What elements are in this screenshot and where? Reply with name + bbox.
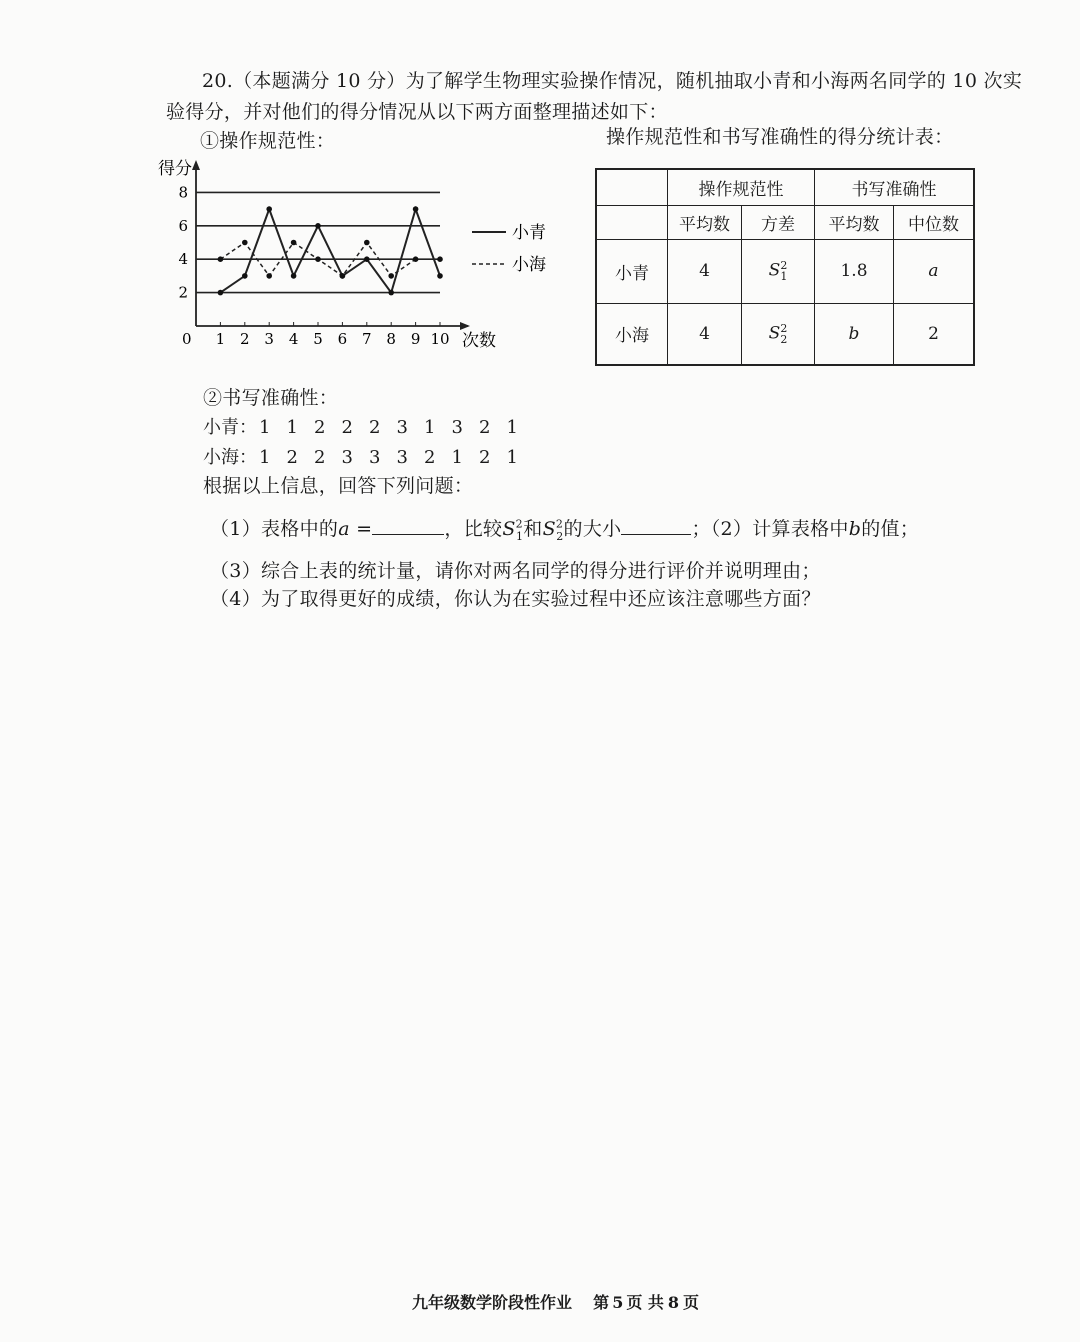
footer-page-total: 8 <box>667 1293 680 1312</box>
points-note: （本题满分 10 分） <box>233 70 406 92</box>
writing-score-7: 1 <box>424 417 436 438</box>
x-tick-label-8: 8 <box>386 330 396 348</box>
sub-question-3: （3）综合上表的统计量，请你对两名同学的得分进行评价并说明理由； <box>210 560 821 582</box>
series-point-xiaohai-1 <box>218 256 224 262</box>
y-axis-label: 得分 <box>158 159 192 179</box>
writing-row-xiaohai <box>203 443 534 469</box>
row-name-xiaohai: 小海 <box>596 303 668 365</box>
table-caption: 操作规范性和书写准确性的得分统计表： <box>606 126 954 148</box>
s1-symbol: S <box>502 518 516 540</box>
s1-sub: 1 <box>515 529 524 543</box>
intro-text-1: 为了解学生物理实验操作情况，随机抽取小青和小海两名同学的 10 次实 <box>405 70 1023 92</box>
footer-page-prefix: 第 <box>593 1293 610 1312</box>
sub-q2-var-b: b <box>848 518 862 540</box>
series-point-xiaohai-8 <box>388 273 394 279</box>
writing-score-9: 2 <box>479 447 491 468</box>
writing-score-5: 2 <box>369 417 381 438</box>
footer-page-mid: 页 共 <box>626 1293 664 1312</box>
x-tick-label-7: 7 <box>362 330 372 348</box>
question-intro-line1 <box>202 66 1022 93</box>
series-point-xiaoqing-10 <box>437 273 443 279</box>
writing-score-3: 2 <box>314 417 326 438</box>
footer-page-suffix: 页 <box>683 1293 700 1312</box>
writing-score-2: 2 <box>286 447 298 468</box>
series-point-xiaoqing-8 <box>388 290 394 296</box>
chart-series <box>218 206 443 295</box>
x-axis-arrow <box>460 322 470 330</box>
xiaohai-variance: $S^2_2$ <box>742 303 815 365</box>
xiaoqing-mean-writing: 1.8 <box>815 239 894 303</box>
series-point-xiaoqing-1 <box>218 290 224 296</box>
section1-title: ①操作规范性： <box>200 130 336 152</box>
answer-prompt: 根据以上信息，回答下列问题： <box>203 475 474 497</box>
writing-score-1: 1 <box>259 417 271 438</box>
sub-q1-var-a: a <box>338 518 350 540</box>
writing-score-10: 1 <box>506 417 518 438</box>
s2-symbol: S <box>542 518 556 540</box>
stats-table-wrap <box>595 168 975 366</box>
xiaohai-mean-writing: b <box>815 303 894 365</box>
series-point-xiaohai-4 <box>291 240 297 246</box>
writing-row-label: 小海： <box>203 447 257 468</box>
header-mean-1: 平均数 <box>668 205 742 239</box>
sub-q1-and: 和 <box>523 518 543 540</box>
table-corner-top <box>596 169 668 205</box>
score-line-chart <box>150 150 570 360</box>
series-point-xiaoqing-7 <box>364 256 370 262</box>
xiaoqing-mean-operation: 4 <box>668 239 742 303</box>
header-operation: 操作规范性 <box>668 169 815 205</box>
y-tick-label-2: 2 <box>178 283 188 302</box>
x-tick-label-6: 6 <box>337 330 348 348</box>
footer-subject: 九年级数学阶段性作业 <box>412 1293 573 1312</box>
series-point-xiaoqing-2 <box>242 273 248 279</box>
y-axis-arrow <box>192 160 200 170</box>
x-tick-label-10: 10 <box>430 330 450 348</box>
header-writing: 书写准确性 <box>815 169 975 205</box>
x-tick-label-3: 3 <box>264 330 274 348</box>
series-line-xiaoqing <box>220 209 440 293</box>
stats-table <box>595 168 975 366</box>
legend-label-xiaohai: 小海 <box>512 255 546 275</box>
sub-q1-eq: = <box>349 518 373 540</box>
origin-label: 0 <box>182 330 192 348</box>
writing-score-10: 1 <box>506 447 518 468</box>
series-point-xiaohai-7 <box>364 240 370 246</box>
writing-score-4: 3 <box>341 447 353 468</box>
row-name-xiaoqing: 小青 <box>596 239 668 303</box>
y-tick-label-4: 4 <box>178 250 188 269</box>
legend-label-xiaoqing: 小青 <box>512 223 546 243</box>
xiaohai-mean-operation: 4 <box>668 303 742 365</box>
xiaoqing-median: a <box>894 239 975 303</box>
question-number: 20. <box>202 70 234 92</box>
writing-score-5: 3 <box>369 447 381 468</box>
writing-score-3: 2 <box>314 447 326 468</box>
sub-q1-size: 的大小 <box>563 518 622 540</box>
page-footer <box>412 1290 699 1313</box>
writing-score-7: 2 <box>424 447 436 468</box>
x-tick-label-4: 4 <box>288 330 299 348</box>
sub-q2-end: 的值； <box>861 518 920 540</box>
sub-question-4: （4）为了取得更好的成绩，你认为在实验过程中还应该注意哪些方面？ <box>210 588 821 610</box>
table-corner-bottom <box>596 205 668 239</box>
series-point-xiaohai-2 <box>242 240 248 246</box>
series-point-xiaohai-6 <box>340 273 346 279</box>
writing-score-4: 2 <box>341 417 353 438</box>
series-point-xiaoqing-9 <box>413 206 419 212</box>
chart-axes <box>158 159 496 351</box>
writing-score-2: 1 <box>286 417 298 438</box>
series-point-xiaohai-5 <box>315 256 321 262</box>
answer-blank-a[interactable] <box>372 516 444 535</box>
x-tick-label-1: 1 <box>215 330 226 348</box>
sub-q1-mid: ，比较 <box>444 518 503 540</box>
x-axis-label: 次数 <box>462 331 496 351</box>
header-mean-2: 平均数 <box>815 205 894 239</box>
chart-legend <box>472 223 546 275</box>
header-variance: 方差 <box>742 205 815 239</box>
writing-row-label: 小青： <box>203 417 257 438</box>
writing-score-6: 3 <box>396 447 408 468</box>
writing-score-9: 2 <box>479 417 491 438</box>
xiaohai-median: 2 <box>894 303 975 365</box>
answer-blank-compare[interactable] <box>621 516 691 535</box>
series-point-xiaoqing-5 <box>315 223 321 229</box>
writing-score-8: 3 <box>451 417 463 438</box>
chart-reference-lines <box>196 192 440 292</box>
series-point-xiaohai-10 <box>437 256 443 262</box>
s2-sub: 2 <box>556 529 564 543</box>
series-point-xiaoqing-3 <box>266 206 272 212</box>
x-tick-label-2: 2 <box>240 330 250 348</box>
s2-sup: 2 <box>555 517 564 531</box>
footer-page-current: 5 <box>612 1293 624 1312</box>
series-point-xiaohai-3 <box>266 273 272 279</box>
header-median: 中位数 <box>894 205 975 239</box>
x-tick-label-5: 5 <box>313 330 323 348</box>
chart-tick-labels <box>178 183 449 348</box>
y-tick-label-6: 6 <box>178 216 188 235</box>
writing-row-xiaoqing <box>203 413 534 439</box>
writing-score-1: 1 <box>259 447 271 468</box>
sub-q2: ；（2）计算表格中 <box>691 518 849 540</box>
writing-score-8: 1 <box>451 447 463 468</box>
section2-title: ②书写准确性： <box>203 387 339 409</box>
series-point-xiaohai-9 <box>413 256 419 262</box>
xiaoqing-variance: $S^2_1$ <box>742 239 815 303</box>
x-tick-label-9: 9 <box>410 330 421 348</box>
question-intro-line2: 验得分，并对他们的得分情况从以下两方面整理描述如下： <box>166 101 668 123</box>
s1-sup: 2 <box>515 517 523 531</box>
sub-question-1-2 <box>210 514 919 543</box>
sub-q1-prefix: （1）表格中的 <box>210 518 339 540</box>
y-tick-label-8: 8 <box>178 183 188 202</box>
series-point-xiaoqing-4 <box>291 273 297 279</box>
writing-score-6: 3 <box>396 417 408 438</box>
